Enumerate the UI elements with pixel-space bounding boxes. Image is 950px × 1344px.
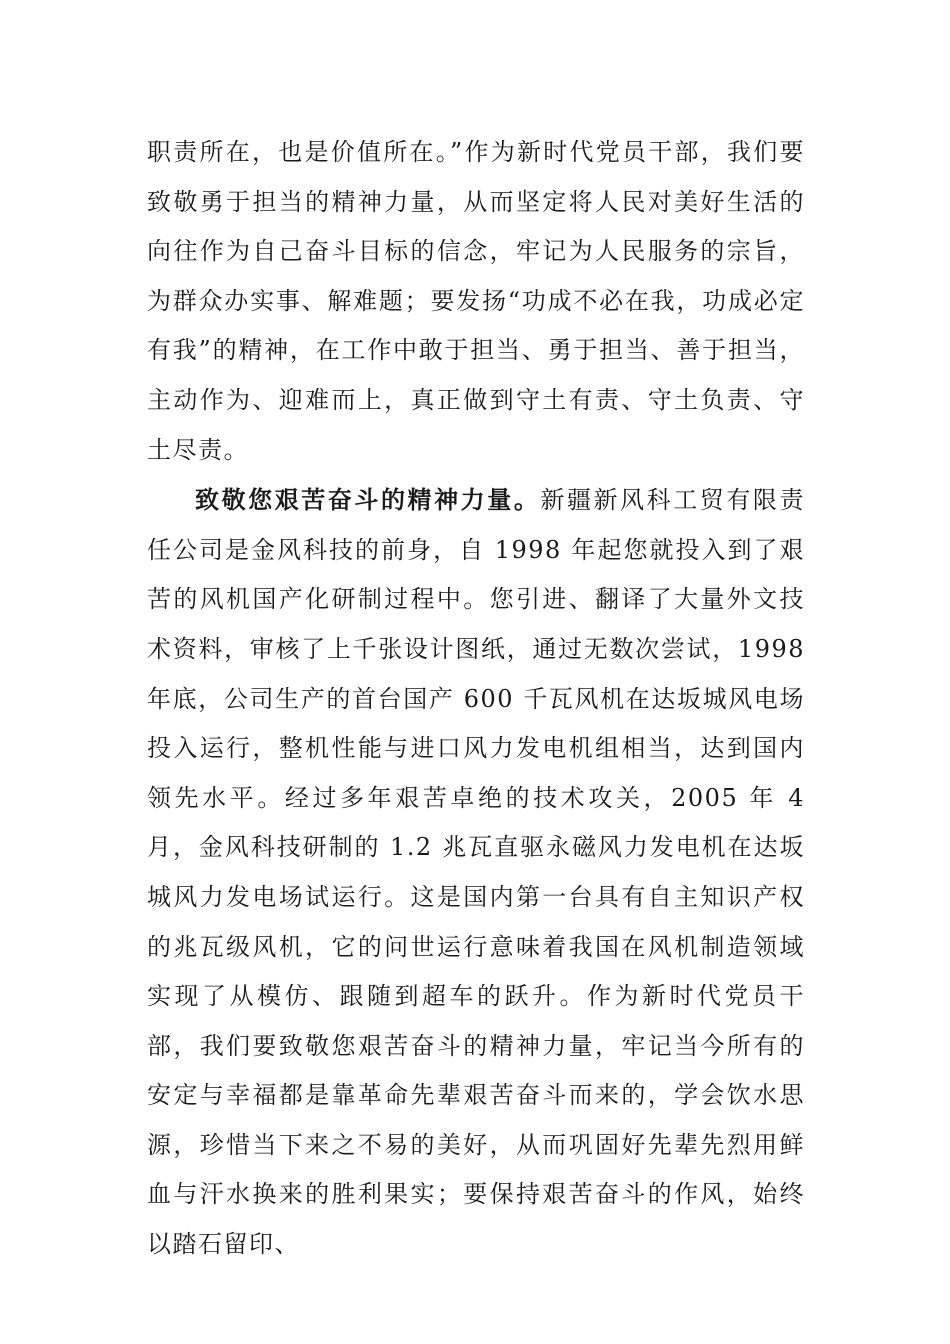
paragraph-text: 职责所在，也是价值所在。”作为新时代党员干部，我们要致敬勇于担当的精神力量，从而坚定将人民对美好生活的向往作为自己奋斗目标的信念，牢记为人民服务的宗旨，为群众办实事、解难题；要发扬“功成不必在我，功成必定有我”的精神，在工作中敢于担当、勇于担当、善于担当，主动作为、迎难而上，真正做到守土有责、守土负责、守土尽责。: [147, 138, 805, 464]
document-body: [147, 128, 805, 1270]
paragraph-lead-heading: 致敬您艰苦奋斗的精神力量。: [195, 485, 541, 515]
paragraph-text: 新疆新风科工贸有限责任公司是金风科技的前身，自 1998 年起您就投入到了艰苦的风机国产化研制过程中。您引进、翻译了大量外文技术资料，审核了上千张设计图纸，通过无数次尝试，1998 年底，公司生产的首台国产 600 千瓦风机在达坂城风电场投入运行，整机性能与进口风力发电机组相当，达到国内领先水平。经过多年艰苦卓绝的技术攻关，2005 年 4 月，金风科技研制的 1.2 兆瓦直驱永磁风力发电机在达坂城风力发电场试运行。这是国内第一台具有自主知识产权的兆瓦级风机，它的问世运行意味着我国在风机制造领域实现了从模仿、跟随到超车的跃升。作为新时代党员干部，我们要致敬您艰苦奋斗的精神力量，牢记当今所有的安定与幸福都是靠革命先辈艰苦奋斗而来的，学会饮水思源，珍惜当下来之不易的美好，从而巩固好先辈先烈用鲜血与汗水换来的胜利果实；要保持艰苦奋斗的作风，始终以踏石留印、: [147, 486, 806, 1259]
paragraph-hard-work: [147, 475, 805, 1270]
paragraph-responsibility: [147, 128, 805, 475]
